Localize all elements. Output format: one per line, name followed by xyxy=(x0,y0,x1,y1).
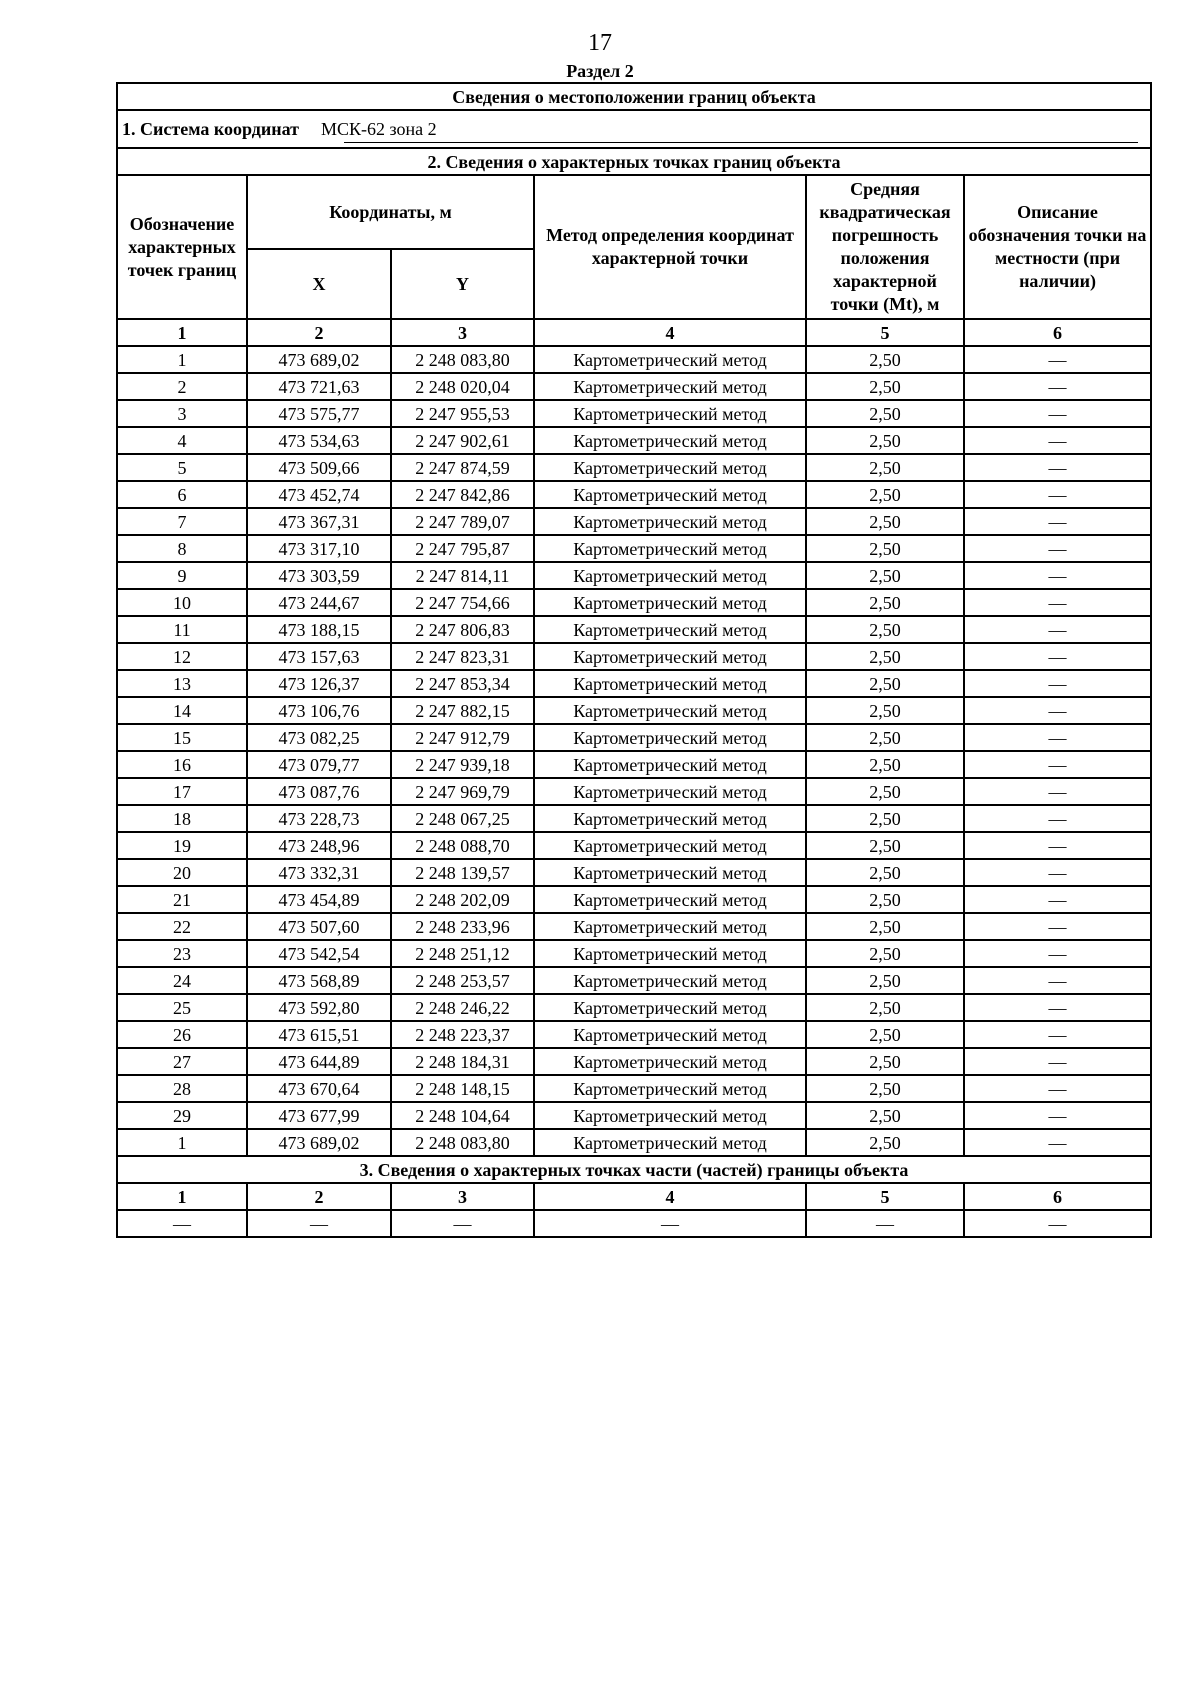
header-coordinates: Координаты, м xyxy=(247,175,534,249)
point-number-cell: 3 xyxy=(117,400,247,427)
description-cell: — xyxy=(964,346,1151,373)
column-number: 6 xyxy=(964,1183,1151,1210)
method-cell: Картометрический метод xyxy=(534,427,806,454)
method-cell: Картометрический метод xyxy=(534,886,806,913)
error-cell: 2,50 xyxy=(806,859,964,886)
table-row xyxy=(117,859,1151,886)
x-coordinate-cell: 473 079,77 xyxy=(247,751,391,778)
column-number: 3 xyxy=(391,1183,534,1210)
description-cell: — xyxy=(964,724,1151,751)
coord-system-row xyxy=(117,110,1151,148)
method-cell: Картометрический метод xyxy=(534,832,806,859)
header-designation: Обозначение характерных точек границ xyxy=(117,175,247,319)
error-cell: 2,50 xyxy=(806,805,964,832)
table-row xyxy=(117,832,1151,859)
table-row xyxy=(117,535,1151,562)
point-number-cell: 9 xyxy=(117,562,247,589)
section-title: Раздел 2 xyxy=(566,61,634,81)
method-cell: Картометрический метод xyxy=(534,373,806,400)
table-row xyxy=(117,805,1151,832)
column-number: 4 xyxy=(534,319,806,346)
point-number-cell: 19 xyxy=(117,832,247,859)
column-number: 2 xyxy=(247,1183,391,1210)
y-coordinate-cell: 2 248 139,57 xyxy=(391,859,534,886)
coord-system-underline xyxy=(344,142,1138,143)
point-number-cell: 25 xyxy=(117,994,247,1021)
description-cell: — xyxy=(964,697,1151,724)
y-coordinate-cell: 2 248 253,57 xyxy=(391,967,534,994)
y-coordinate-cell: 2 248 104,64 xyxy=(391,1102,534,1129)
error-cell: 2,50 xyxy=(806,346,964,373)
description-cell: — xyxy=(964,508,1151,535)
x-coordinate-cell: 473 615,51 xyxy=(247,1021,391,1048)
description-cell: — xyxy=(964,967,1151,994)
point-number-cell: 2 xyxy=(117,373,247,400)
error-cell: 2,50 xyxy=(806,994,964,1021)
y-coordinate-cell: 2 247 814,11 xyxy=(391,562,534,589)
description-cell: — xyxy=(964,373,1151,400)
point-number-cell: 10 xyxy=(117,589,247,616)
points-title: 2. Сведения о характерных точках границ объекта xyxy=(117,148,1151,175)
point-number-cell: 1 xyxy=(117,346,247,373)
method-cell: Картометрический метод xyxy=(534,1102,806,1129)
boundary-table xyxy=(116,82,1152,1238)
method-cell: Картометрический метод xyxy=(534,967,806,994)
description-cell: — xyxy=(964,454,1151,481)
x-coordinate-cell: 473 689,02 xyxy=(247,1129,391,1156)
table-row xyxy=(117,454,1151,481)
method-cell: Картометрический метод xyxy=(534,670,806,697)
table-row xyxy=(117,697,1151,724)
header-y: Y xyxy=(391,249,534,319)
error-cell: 2,50 xyxy=(806,1102,964,1129)
coord-system-label: 1. Система координат xyxy=(122,119,299,139)
table-row xyxy=(117,373,1151,400)
table-row xyxy=(117,724,1151,751)
method-cell: Картометрический метод xyxy=(534,1129,806,1156)
header-error: Средняя квадратическая погрешность положения характерной точки (Mt), м xyxy=(806,175,964,319)
error-cell: 2,50 xyxy=(806,670,964,697)
x-coordinate-cell: 473 106,76 xyxy=(247,697,391,724)
point-number-cell: 27 xyxy=(117,1048,247,1075)
method-cell: Картометрический метод xyxy=(534,994,806,1021)
y-coordinate-cell: 2 248 233,96 xyxy=(391,913,534,940)
block-title: Сведения о местоположении границ объекта xyxy=(117,83,1151,110)
column-number: 4 xyxy=(534,1183,806,1210)
error-cell: 2,50 xyxy=(806,454,964,481)
y-coordinate-cell: 2 248 067,25 xyxy=(391,805,534,832)
x-coordinate-cell: 473 082,25 xyxy=(247,724,391,751)
x-coordinate-cell: 473 332,31 xyxy=(247,859,391,886)
table-row xyxy=(117,427,1151,454)
method-cell: Картометрический метод xyxy=(534,481,806,508)
error-cell: 2,50 xyxy=(806,508,964,535)
table-row xyxy=(117,346,1151,373)
x-coordinate-cell: 473 575,77 xyxy=(247,400,391,427)
table-row xyxy=(117,589,1151,616)
table-row xyxy=(117,886,1151,913)
y-coordinate-cell: 2 247 882,15 xyxy=(391,697,534,724)
description-cell: — xyxy=(964,400,1151,427)
description-cell: — xyxy=(964,778,1151,805)
x-coordinate-cell: 473 367,31 xyxy=(247,508,391,535)
x-coordinate-cell: 473 157,63 xyxy=(247,643,391,670)
parts-cell: — xyxy=(964,1210,1151,1237)
y-coordinate-cell: 2 248 184,31 xyxy=(391,1048,534,1075)
point-number-cell: 23 xyxy=(117,940,247,967)
description-cell: — xyxy=(964,805,1151,832)
point-number-cell: 28 xyxy=(117,1075,247,1102)
y-coordinate-cell: 2 247 912,79 xyxy=(391,724,534,751)
parts-title: 3. Сведения о характерных точках части (частей) границы объекта xyxy=(117,1156,1151,1183)
error-cell: 2,50 xyxy=(806,1048,964,1075)
method-cell: Картометрический метод xyxy=(534,859,806,886)
y-coordinate-cell: 2 248 088,70 xyxy=(391,832,534,859)
parts-cell: — xyxy=(117,1210,247,1237)
column-number: 5 xyxy=(806,319,964,346)
point-number-cell: 14 xyxy=(117,697,247,724)
x-coordinate-cell: 473 228,73 xyxy=(247,805,391,832)
x-coordinate-cell: 473 568,89 xyxy=(247,967,391,994)
method-cell: Картометрический метод xyxy=(534,616,806,643)
point-number-cell: 13 xyxy=(117,670,247,697)
description-cell: — xyxy=(964,643,1151,670)
x-coordinate-cell: 473 452,74 xyxy=(247,481,391,508)
method-cell: Картометрический метод xyxy=(534,1048,806,1075)
description-cell: — xyxy=(964,589,1151,616)
error-cell: 2,50 xyxy=(806,913,964,940)
point-number-cell: 11 xyxy=(117,616,247,643)
column-number: 5 xyxy=(806,1183,964,1210)
y-coordinate-cell: 2 248 246,22 xyxy=(391,994,534,1021)
table-row xyxy=(117,643,1151,670)
description-cell: — xyxy=(964,1129,1151,1156)
table-row xyxy=(117,400,1151,427)
parts-cell: — xyxy=(534,1210,806,1237)
point-number-cell: 26 xyxy=(117,1021,247,1048)
method-cell: Картометрический метод xyxy=(534,940,806,967)
method-cell: Картометрический метод xyxy=(534,454,806,481)
table-row xyxy=(117,1075,1151,1102)
column-number-row xyxy=(117,319,1151,346)
method-cell: Картометрический метод xyxy=(534,1075,806,1102)
error-cell: 2,50 xyxy=(806,427,964,454)
error-cell: 2,50 xyxy=(806,535,964,562)
table-row xyxy=(117,778,1151,805)
x-coordinate-cell: 473 670,64 xyxy=(247,1075,391,1102)
table-row xyxy=(117,508,1151,535)
x-coordinate-cell: 473 317,10 xyxy=(247,535,391,562)
y-coordinate-cell: 2 247 902,61 xyxy=(391,427,534,454)
error-cell: 2,50 xyxy=(806,967,964,994)
error-cell: 2,50 xyxy=(806,400,964,427)
point-number-cell: 22 xyxy=(117,913,247,940)
error-cell: 2,50 xyxy=(806,373,964,400)
x-coordinate-cell: 473 188,15 xyxy=(247,616,391,643)
table-row xyxy=(117,994,1151,1021)
point-number-cell: 4 xyxy=(117,427,247,454)
y-coordinate-cell: 2 248 148,15 xyxy=(391,1075,534,1102)
error-cell: 2,50 xyxy=(806,481,964,508)
point-number-cell: 8 xyxy=(117,535,247,562)
page-number: 17 xyxy=(588,30,612,56)
table-row xyxy=(117,751,1151,778)
column-number: 1 xyxy=(117,319,247,346)
x-coordinate-cell: 473 644,89 xyxy=(247,1048,391,1075)
table-row xyxy=(117,1102,1151,1129)
method-cell: Картометрический метод xyxy=(534,697,806,724)
header-method: Метод определения координат характерной точки xyxy=(534,175,806,319)
description-cell: — xyxy=(964,1021,1151,1048)
method-cell: Картометрический метод xyxy=(534,535,806,562)
method-cell: Картометрический метод xyxy=(534,778,806,805)
x-coordinate-cell: 473 507,60 xyxy=(247,913,391,940)
error-cell: 2,50 xyxy=(806,751,964,778)
description-cell: — xyxy=(964,859,1151,886)
y-coordinate-cell: 2 247 806,83 xyxy=(391,616,534,643)
description-cell: — xyxy=(964,886,1151,913)
parts-cell: — xyxy=(247,1210,391,1237)
error-cell: 2,50 xyxy=(806,1075,964,1102)
x-coordinate-cell: 473 244,67 xyxy=(247,589,391,616)
x-coordinate-cell: 473 592,80 xyxy=(247,994,391,1021)
column-number: 3 xyxy=(391,319,534,346)
description-cell: — xyxy=(964,562,1151,589)
column-number: 6 xyxy=(964,319,1151,346)
description-cell: — xyxy=(964,940,1151,967)
point-number-cell: 21 xyxy=(117,886,247,913)
y-coordinate-cell: 2 247 969,79 xyxy=(391,778,534,805)
table-row xyxy=(117,670,1151,697)
table-row xyxy=(117,967,1151,994)
y-coordinate-cell: 2 248 202,09 xyxy=(391,886,534,913)
x-coordinate-cell: 473 689,02 xyxy=(247,346,391,373)
parts-cell: — xyxy=(391,1210,534,1237)
error-cell: 2,50 xyxy=(806,1021,964,1048)
x-coordinate-cell: 473 454,89 xyxy=(247,886,391,913)
y-coordinate-cell: 2 248 020,04 xyxy=(391,373,534,400)
method-cell: Картометрический метод xyxy=(534,589,806,616)
y-coordinate-cell: 2 248 083,80 xyxy=(391,346,534,373)
description-cell: — xyxy=(964,994,1151,1021)
description-cell: — xyxy=(964,427,1151,454)
point-number-cell: 24 xyxy=(117,967,247,994)
point-number-cell: 6 xyxy=(117,481,247,508)
description-cell: — xyxy=(964,751,1151,778)
parts-cell: — xyxy=(806,1210,964,1237)
table-row xyxy=(117,913,1151,940)
header-x: X xyxy=(247,249,391,319)
point-number-cell: 18 xyxy=(117,805,247,832)
y-coordinate-cell: 2 247 823,31 xyxy=(391,643,534,670)
y-coordinate-cell: 2 247 874,59 xyxy=(391,454,534,481)
description-cell: — xyxy=(964,481,1151,508)
y-coordinate-cell: 2 247 842,86 xyxy=(391,481,534,508)
x-coordinate-cell: 473 509,66 xyxy=(247,454,391,481)
x-coordinate-cell: 473 721,63 xyxy=(247,373,391,400)
error-cell: 2,50 xyxy=(806,562,964,589)
parts-column-number-row xyxy=(117,1183,1151,1210)
x-coordinate-cell: 473 534,63 xyxy=(247,427,391,454)
description-cell: — xyxy=(964,616,1151,643)
description-cell: — xyxy=(964,913,1151,940)
description-cell: — xyxy=(964,1102,1151,1129)
error-cell: 2,50 xyxy=(806,778,964,805)
y-coordinate-cell: 2 247 754,66 xyxy=(391,589,534,616)
y-coordinate-cell: 2 247 939,18 xyxy=(391,751,534,778)
method-cell: Картометрический метод xyxy=(534,562,806,589)
y-coordinate-cell: 2 248 223,37 xyxy=(391,1021,534,1048)
point-number-cell: 15 xyxy=(117,724,247,751)
description-cell: — xyxy=(964,1075,1151,1102)
description-cell: — xyxy=(964,535,1151,562)
method-cell: Картометрический метод xyxy=(534,346,806,373)
error-cell: 2,50 xyxy=(806,724,964,751)
table-row xyxy=(117,562,1151,589)
column-number: 1 xyxy=(117,1183,247,1210)
x-coordinate-cell: 473 303,59 xyxy=(247,562,391,589)
description-cell: — xyxy=(964,670,1151,697)
error-cell: 2,50 xyxy=(806,1129,964,1156)
point-number-cell: 5 xyxy=(117,454,247,481)
point-number-cell: 20 xyxy=(117,859,247,886)
error-cell: 2,50 xyxy=(806,832,964,859)
x-coordinate-cell: 473 126,37 xyxy=(247,670,391,697)
description-cell: — xyxy=(964,832,1151,859)
table-row xyxy=(117,1129,1151,1156)
x-coordinate-cell: 473 248,96 xyxy=(247,832,391,859)
point-number-cell: 29 xyxy=(117,1102,247,1129)
method-cell: Картометрический метод xyxy=(534,643,806,670)
error-cell: 2,50 xyxy=(806,940,964,967)
point-number-cell: 12 xyxy=(117,643,247,670)
description-cell: — xyxy=(964,1048,1151,1075)
x-coordinate-cell: 473 087,76 xyxy=(247,778,391,805)
y-coordinate-cell: 2 247 853,34 xyxy=(391,670,534,697)
method-cell: Картометрический метод xyxy=(534,913,806,940)
error-cell: 2,50 xyxy=(806,886,964,913)
error-cell: 2,50 xyxy=(806,589,964,616)
error-cell: 2,50 xyxy=(806,643,964,670)
y-coordinate-cell: 2 247 795,87 xyxy=(391,535,534,562)
table-row xyxy=(117,1021,1151,1048)
method-cell: Картометрический метод xyxy=(534,751,806,778)
point-number-cell: 16 xyxy=(117,751,247,778)
point-number-cell: 17 xyxy=(117,778,247,805)
column-number: 2 xyxy=(247,319,391,346)
point-number-cell: 1 xyxy=(117,1129,247,1156)
method-cell: Картометрический метод xyxy=(534,508,806,535)
table-row xyxy=(117,940,1151,967)
table-row xyxy=(117,616,1151,643)
error-cell: 2,50 xyxy=(806,697,964,724)
x-coordinate-cell: 473 542,54 xyxy=(247,940,391,967)
y-coordinate-cell: 2 248 251,12 xyxy=(391,940,534,967)
y-coordinate-cell: 2 247 955,53 xyxy=(391,400,534,427)
method-cell: Картометрический метод xyxy=(534,724,806,751)
table-row xyxy=(117,481,1151,508)
method-cell: Картометрический метод xyxy=(534,805,806,832)
method-cell: Картометрический метод xyxy=(534,400,806,427)
table-row xyxy=(117,1048,1151,1075)
x-coordinate-cell: 473 677,99 xyxy=(247,1102,391,1129)
error-cell: 2,50 xyxy=(806,616,964,643)
y-coordinate-cell: 2 247 789,07 xyxy=(391,508,534,535)
method-cell: Картометрический метод xyxy=(534,1021,806,1048)
header-description: Описание обозначения точки на местности (при наличии) xyxy=(964,175,1151,319)
point-number-cell: 7 xyxy=(117,508,247,535)
coord-system-value: МСК-62 зона 2 xyxy=(320,119,437,139)
parts-empty-row xyxy=(117,1210,1151,1237)
y-coordinate-cell: 2 248 083,80 xyxy=(391,1129,534,1156)
